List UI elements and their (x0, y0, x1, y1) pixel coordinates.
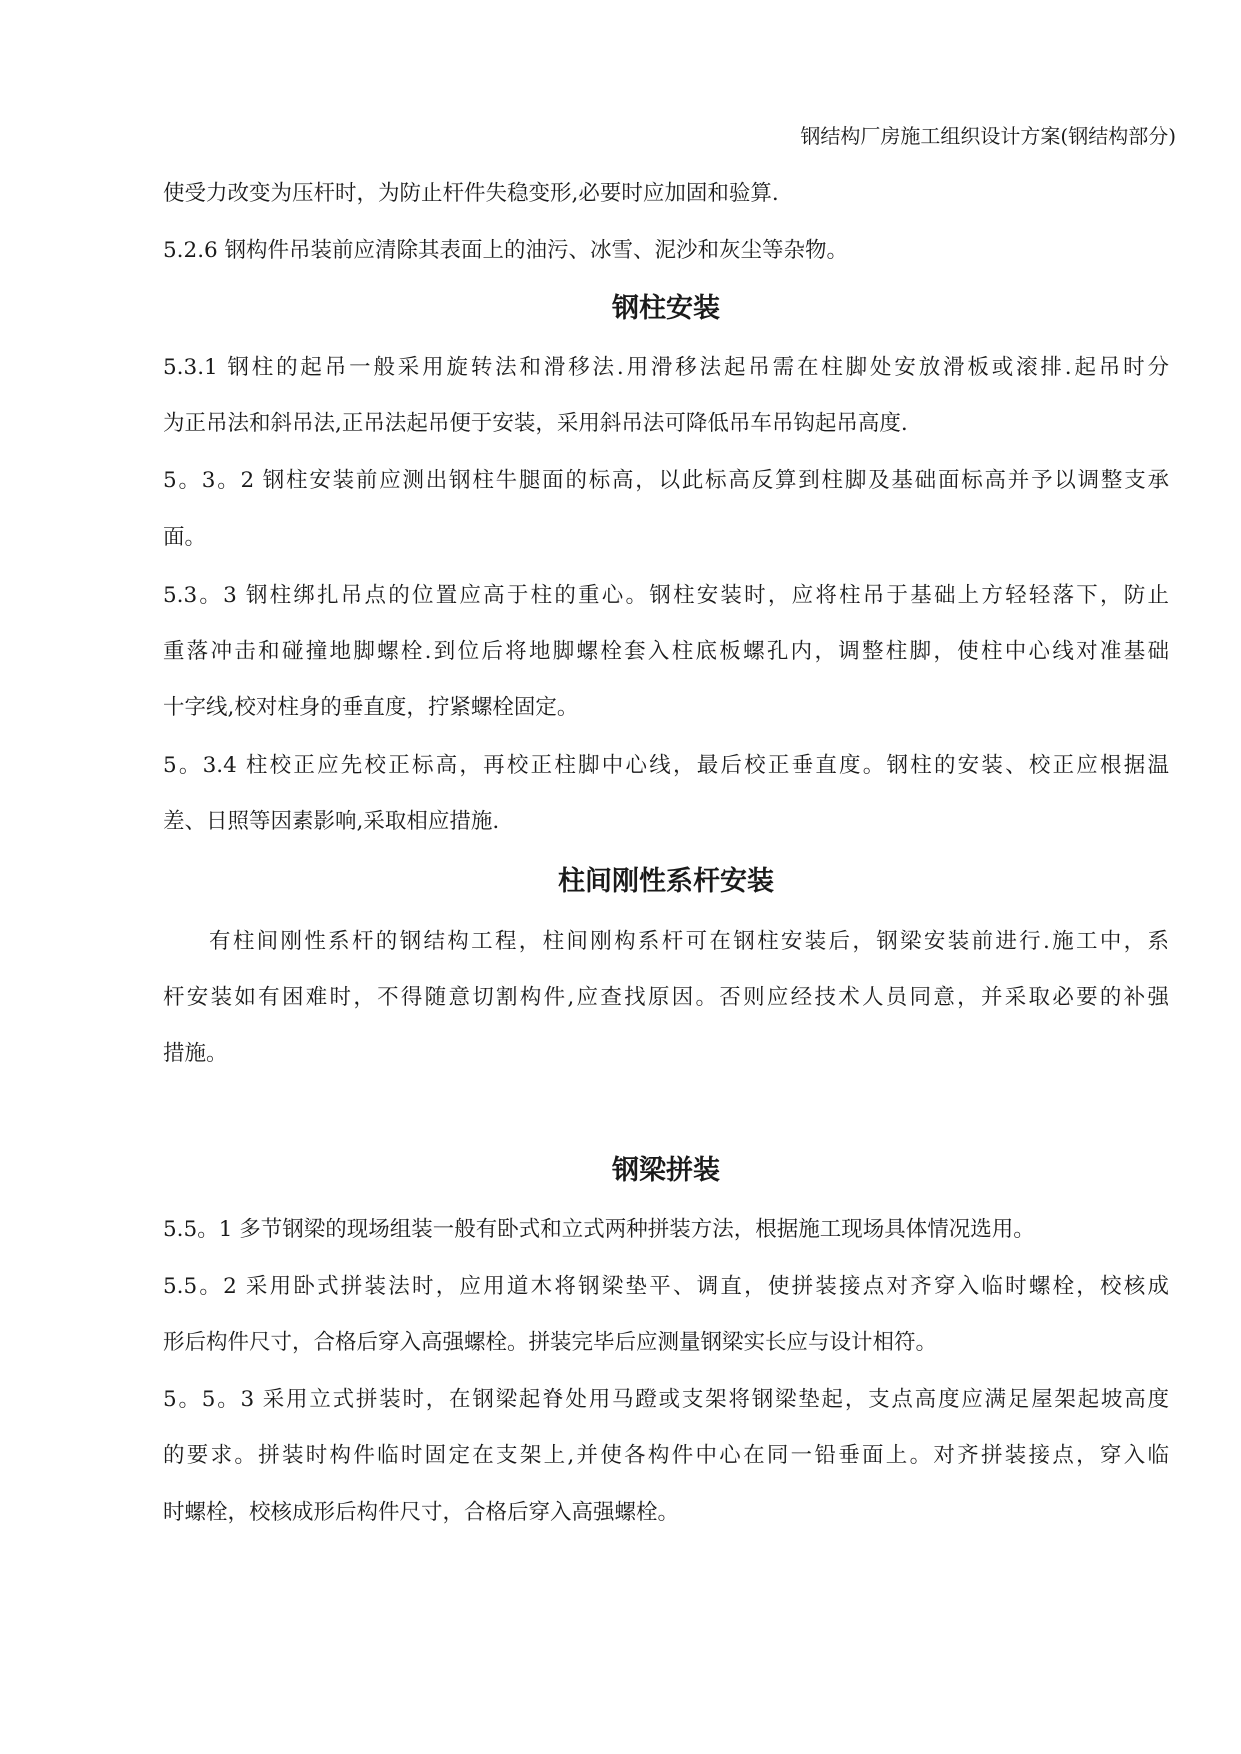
paragraph-line: 杆安装如有困难时，不得随意切割构件,应查找原因。否则应经技术人员同意，并采取必要的补强 (163, 985, 1169, 1010)
paragraph-line: 5.3。3 钢柱绑扎吊点的位置应高于柱的重心。钢柱安装时，应将柱吊于基础上方轻轻落下，防止 (163, 583, 1169, 608)
paragraph-line: 措施。 (163, 1041, 228, 1066)
section-heading: 钢柱安装 (612, 293, 720, 324)
paragraph-line: 差、日照等因素影响,采取相应措施. (163, 809, 500, 834)
paragraph-line: 使受力改变为压杆时，为防止杆件失稳变形,必要时应加固和验算. (163, 181, 779, 206)
document-title: 钢结构厂房施工组织设计方案(钢结构部分) (800, 124, 1176, 148)
paragraph-line: 5.3.1 钢柱的起吊一般采用旋转法和滑移法.用滑移法起吊需在柱脚处安放滑板或滚排.起吊时分 (163, 355, 1169, 380)
paragraph-line: 为正吊法和斜吊法,正吊法起吊便于安装，采用斜吊法可降低吊车吊钩起吊高度. (163, 411, 908, 436)
paragraph-line: 5.5。1 多节钢梁的现场组装一般有卧式和立式两种拼装方法，根据施工现场具体情况选用。 (163, 1217, 1035, 1242)
section-heading: 柱间刚性系杆安装 (558, 866, 774, 897)
paragraph-line: 面。 (163, 525, 207, 550)
section-heading: 钢梁拼装 (612, 1155, 720, 1186)
paragraph-line: 重落冲击和碰撞地脚螺栓.到位后将地脚螺栓套入柱底板螺孔内，调整柱脚，使柱中心线对准基础 (163, 639, 1169, 664)
paragraph-line: 5。5。3 采用立式拼装时，在钢梁起脊处用马蹬或支架将钢梁垫起，支点高度应满足屋架起坡高度 (163, 1387, 1169, 1412)
paragraph-line: 5.5。2 采用卧式拼装法时，应用道木将钢梁垫平、调直，使拼装接点对齐穿入临时螺栓，校核成 (163, 1274, 1169, 1299)
paragraph-line: 形后构件尺寸，合格后穿入高强螺栓。拼装完毕后应测量钢梁实长应与设计相符。 (163, 1330, 938, 1355)
paragraph-line: 5。3。2 钢柱安装前应测出钢柱牛腿面的标高，以此标高反算到柱脚及基础面标高并予以调整支承 (163, 468, 1169, 493)
paragraph-line: 有柱间刚性系杆的钢结构工程，柱间刚构系杆可在钢柱安装后，钢梁安装前进行.施工中，系 (209, 929, 1169, 954)
paragraph-line: 的要求。拼装时构件临时固定在支架上,并使各构件中心在同一铅垂面上。对齐拼装接点，穿入临 (163, 1443, 1169, 1468)
paragraph-line: 十字线,校对柱身的垂直度，拧紧螺栓固定。 (163, 695, 579, 720)
paragraph-line: 5。3.4 柱校正应先校正标高，再校正柱脚中心线，最后校正垂直度。钢柱的安装、校正应根据温 (163, 753, 1169, 778)
paragraph-line: 时螺栓，校核成形后构件尺寸，合格后穿入高强螺栓。 (163, 1500, 680, 1525)
paragraph-line: 5.2.6 钢构件吊装前应清除其表面上的油污、冰雪、泥沙和灰尘等杂物。 (163, 238, 849, 263)
